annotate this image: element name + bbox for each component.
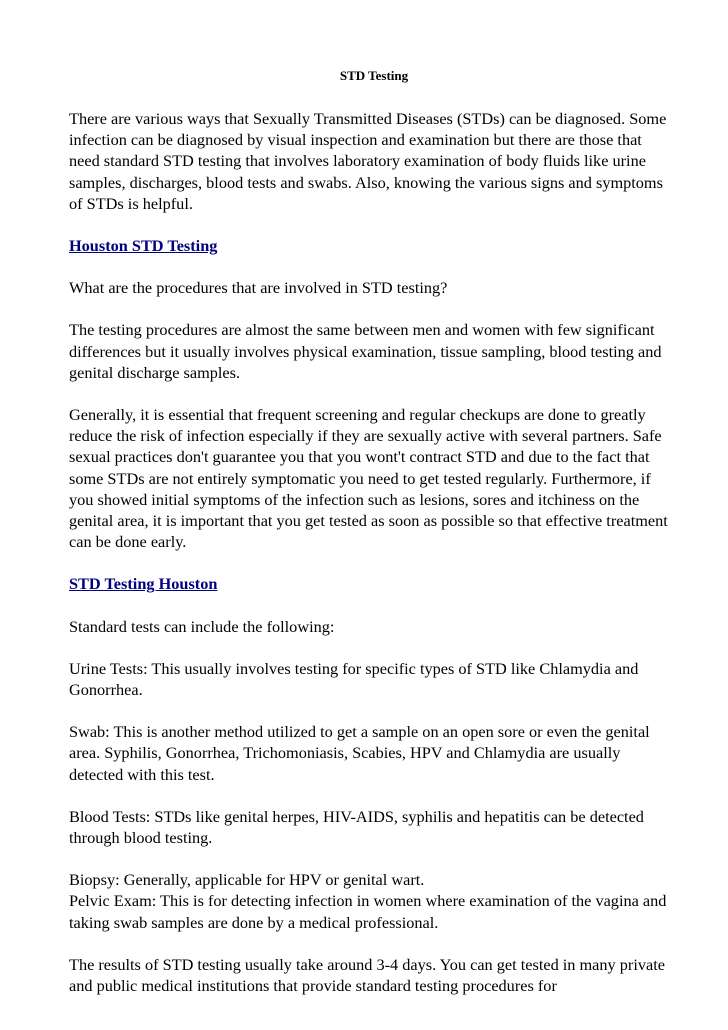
paragraph-urine-tests: Urine Tests: This usually involves testing for specific types of STD like Chlamydia and Gonorrhea.	[69, 658, 639, 700]
paragraph-swab: Swab: This is another method utilized to get a sample on an open sore or even the genital area. Syphilis, Gonorrhea, Trichomoniasis, Scabies, HPV and Chlamydia are usually detected with this test.	[69, 722, 650, 784]
paragraph-pelvic-exam: Pelvic Exam: This is for detecting infection in women where examination of the vagina and taking swab samples are done by a medical professional.	[69, 891, 667, 932]
document-title: STD Testing	[339, 68, 409, 83]
paragraph-generally: Generally, it is essential that frequent screening and regular checkups are done to greatly reduce the risk of infection especially if they are sexually active with several partners. Safe sexual practices don't guarantee you that you wont't contract STD and due to the fact that some STDs are not entirely symptomatic you need to get tested regularly. Furthermore, if you showed initial symptoms of the infection such as lesions, sores and itchiness on the genital area, it is important that you get tested as soon as possible so that effective treatment can be done early.	[69, 405, 668, 552]
paragraph-standard-tests: Standard tests can include the following:	[69, 616, 335, 636]
paragraph-question: What are the procedures that are involved in STD testing?	[69, 278, 448, 298]
document-page	[69, 66, 669, 1017]
paragraph-blood-tests: Blood Tests: STDs like genital herpes, HIV-AIDS, syphilis and hepatitis can be detected through blood testing.	[69, 806, 644, 848]
paragraph-biopsy: Biopsy: Generally, applicable for HPV or genital wart.	[69, 870, 425, 890]
std-testing-houston-link[interactable]: STD Testing Houston	[69, 574, 218, 594]
paragraph-results: The results of STD testing usually take around 3-4 days. You can get tested in many private and public medical institutions that provide standard testing procedures for	[69, 954, 665, 996]
houston-std-testing-link[interactable]: Houston STD Testing	[69, 236, 218, 256]
paragraph-intro: There are various ways that Sexually Transmitted Diseases (STDs) can be diagnosed. Some infection can be diagnosed by visual inspection and examination but there are those that need standard STD testing that involves laboratory examination of body fluids like urine samples, discharges, blood tests and swabs. Also, knowing the various signs and symptoms of STDs is helpful.	[69, 109, 667, 213]
paragraph-procedures: The testing procedures are almost the same between men and women with few significant differences but it usually involves physical examination, tissue sampling, blood testing and genital discharge samples.	[69, 320, 662, 382]
